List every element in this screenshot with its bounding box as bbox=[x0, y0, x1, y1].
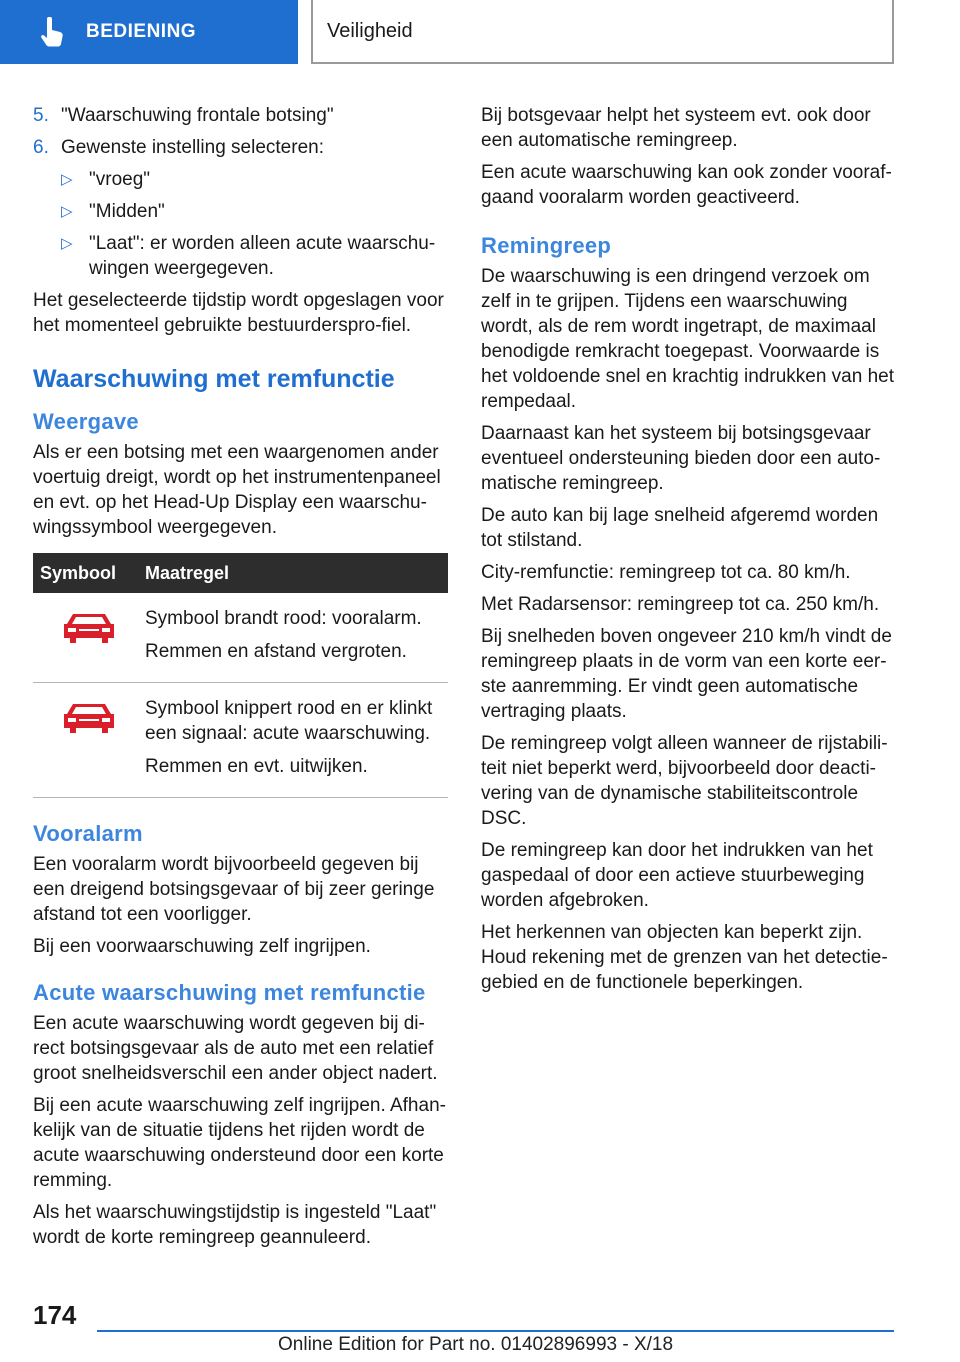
paragraph: Het herkennen van objecten kan beperkt zijn. Houd rekening met de grenzen van het detectie-gebied en de functionele beperkingen. bbox=[481, 922, 888, 993]
table-row bbox=[33, 593, 448, 683]
subheading-acute: Acute waarschuwing met remfunctie bbox=[33, 980, 426, 1005]
paragraph: Als het waarschuwingstijdstip is ingesteld "Laat" wordt de korte remingreep geannuleerd. bbox=[33, 1202, 437, 1248]
measure-cell bbox=[145, 593, 448, 683]
footer-divider bbox=[97, 1330, 894, 1332]
paragraph: Een acute waarschuwing kan ook zonder vooraf-gaand vooralarm worden geactiveerd. bbox=[481, 162, 892, 208]
paragraph: Het geselecteerde tijdstip wordt opgeslagen voor het momenteel gebruikte bestuurderspro-fiel. bbox=[33, 290, 444, 336]
section-label: BEDIENING bbox=[86, 21, 197, 42]
paragraph: Bij een acute waarschuwing zelf ingrijpen. Afhan-kelijk van de situatie tijdens het rijden wordt de acute waarschuwing ondersteund door een korte remming. bbox=[33, 1095, 446, 1191]
paragraph: Bij een voorwaarschuwing zelf ingrijpen. bbox=[33, 936, 371, 957]
chapter-label: Veiligheid bbox=[327, 19, 413, 42]
measure-line: Symbool knippert rood en er klinkt een signaal: acute waarschuwing. bbox=[145, 698, 433, 744]
paragraph: City-remfunctie: remingreep tot ca. 80 km/h. bbox=[481, 562, 851, 583]
subheading-vooralarm: Vooralarm bbox=[33, 821, 143, 846]
option-laat bbox=[61, 231, 448, 281]
option-text: "vroeg" bbox=[89, 169, 151, 190]
right-column bbox=[481, 103, 896, 1002]
chapter-tab[interactable] bbox=[311, 0, 894, 64]
section-heading: Waarschuwing met remfunctie bbox=[33, 365, 395, 393]
left-column bbox=[33, 103, 448, 1257]
symbol-cell bbox=[33, 593, 145, 683]
step-5 bbox=[33, 103, 448, 128]
subheading-remingreep: Remingreep bbox=[481, 233, 612, 258]
symbol-table bbox=[33, 553, 448, 798]
measure-line: Remmen en evt. uitwijken. bbox=[145, 756, 368, 777]
step-text: "Waarschuwing frontale botsing" bbox=[61, 105, 334, 126]
paragraph: De waarschuwing is een dringend verzoek om zelf in te grijpen. Tijdens een waarschuwing wordt, als de rem wordt ingetrapt, de maximaal benodigde remkracht toegepast. Voorwaarde is het voldoende snel en krachtig indrukken van het rempedaal. bbox=[481, 266, 894, 412]
step-number: 5. bbox=[33, 105, 49, 126]
column-header: Maatregel bbox=[145, 553, 448, 593]
page-number: 174 bbox=[33, 1300, 77, 1330]
subheading-weergave: Weergave bbox=[33, 409, 139, 434]
option-midden bbox=[61, 199, 448, 224]
symbol-cell bbox=[33, 683, 145, 798]
edition-note: Online Edition for Part no. 01402896993 - X/18 bbox=[278, 1334, 674, 1355]
option-vroeg bbox=[61, 167, 448, 192]
table-row bbox=[33, 683, 448, 798]
triangle-bullet-icon: ▷ bbox=[61, 171, 73, 188]
measure-cell bbox=[145, 683, 448, 798]
triangle-bullet-icon: ▷ bbox=[61, 203, 73, 220]
step-6 bbox=[33, 135, 448, 160]
table-header-row bbox=[33, 553, 448, 593]
measure-line: Symbool brandt rood: vooralarm. bbox=[145, 608, 422, 629]
paragraph: Als er een botsing met een waargenomen ander voertuig dreigt, wordt op het instrumentenpaneel en evt. op het Head-Up Display een waarschu-wingssymbool weergegeven. bbox=[33, 442, 441, 538]
measure-line: Remmen en afstand vergroten. bbox=[145, 641, 407, 662]
section-tab[interactable] bbox=[0, 0, 298, 64]
paragraph: Bij botsgevaar helpt het systeem evt. ook door een automatische remingreep. bbox=[481, 105, 871, 151]
triangle-bullet-icon: ▷ bbox=[61, 235, 73, 252]
step-text: Gewenste instelling selecteren: bbox=[61, 137, 324, 158]
car-warning-icon bbox=[59, 606, 119, 646]
option-text: "Midden" bbox=[89, 201, 165, 222]
paragraph: De remingreep volgt alleen wanneer de rijstabili-teit niet beperkt werd, bijvoorbeeld door deacti-vering van de dynamische stabiliteitscontrole DSC. bbox=[481, 733, 888, 829]
paragraph: Een vooralarm wordt bijvoorbeeld gegeven bij een dreigend botsingsgevaar of bij zeer geringe afstand tot een voorligger. bbox=[33, 854, 435, 925]
step-number: 6. bbox=[33, 137, 49, 158]
paragraph: Een acute waarschuwing wordt gegeven bij di-rect botsingsgevaar als de auto met een relatief groot snelheidsverschil een ander object nadert. bbox=[33, 1013, 438, 1084]
paragraph: Daarnaast kan het systeem bij botsingsgevaar eventueel ondersteuning bieden door een auto-matische remingreep. bbox=[481, 423, 881, 494]
car-warning-icon bbox=[59, 696, 119, 736]
paragraph: De auto kan bij lage snelheid afgeremd worden tot stilstand. bbox=[481, 505, 879, 551]
option-text: "Laat": er worden alleen acute waarschu-wingen weergegeven. bbox=[89, 233, 436, 279]
paragraph: De remingreep kan door het indrukken van het gaspedaal of door een actieve stuurbeweging worden afgebroken. bbox=[481, 840, 873, 911]
column-header: Symbool bbox=[33, 553, 145, 593]
hand-pointer-icon bbox=[38, 17, 66, 47]
paragraph: Met Radarsensor: remingreep tot ca. 250 km/h. bbox=[481, 594, 880, 615]
paragraph: Bij snelheden boven ongeveer 210 km/h vindt de remingreep plaats in de vorm van een korte eer-ste aanremming. Er vindt geen automatische vertraging plaats. bbox=[481, 626, 892, 722]
